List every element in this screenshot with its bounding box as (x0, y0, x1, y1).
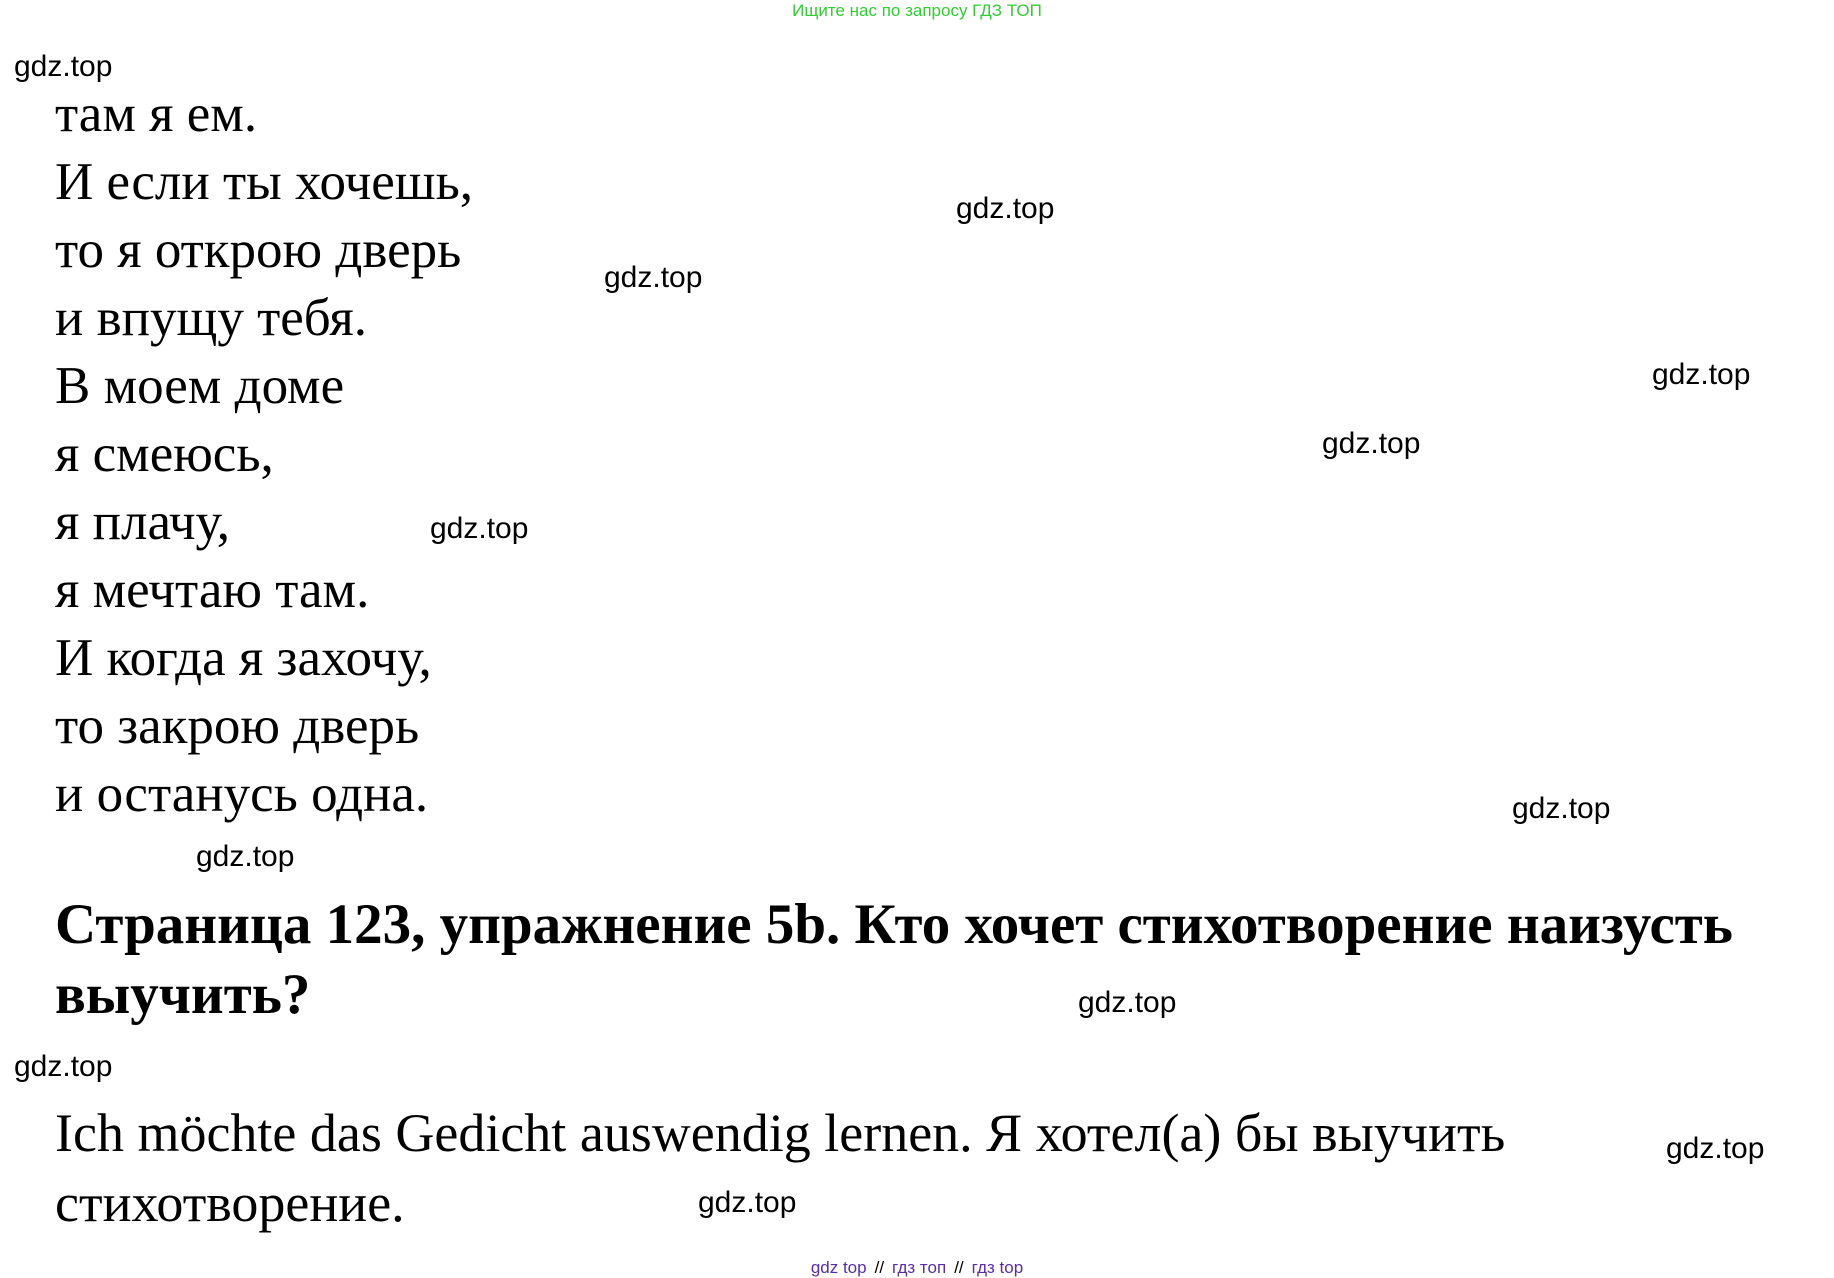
watermark: gdz.top (1652, 358, 1751, 391)
watermark: gdz.top (1512, 792, 1611, 825)
watermark: gdz.top (196, 840, 295, 873)
footer (0, 1258, 1834, 1278)
footer-link[interactable]: гдз топ (892, 1258, 947, 1277)
watermark: gdz.top (430, 512, 529, 545)
poem-line: И когда я захочу, (55, 629, 432, 687)
watermark: gdz.top (14, 1050, 113, 1083)
watermark: gdz.top (956, 192, 1055, 225)
exercise-heading: Страница 123, упражнение 5b. Кто хочет стихотворение наизусть выучить? (55, 893, 1733, 1026)
poem-line: там я ем. (55, 85, 258, 143)
footer-separator: // (874, 1258, 885, 1277)
poem-line: И если ты хочешь, (55, 153, 473, 211)
poem-line: я плачу, (55, 493, 230, 551)
exercise-answer: Ich möchte das Gedicht auswendig lernen. Я хотел(а) бы выучить стихотворение. (55, 1103, 1506, 1233)
poem-line: и впущу тебя. (55, 289, 368, 347)
watermark: gdz.top (1322, 427, 1421, 460)
top-banner: Ищите нас по запросу ГДЗ ТОП (792, 1, 1042, 20)
watermark: gdz.top (698, 1186, 797, 1219)
watermark: gdz.top (604, 261, 703, 294)
poem-line: и останусь одна. (55, 765, 429, 823)
poem-line: я смеюсь, (55, 425, 274, 483)
watermark: gdz.top (1078, 986, 1177, 1019)
poem-line: В моем доме (55, 357, 345, 415)
footer-separator: // (954, 1258, 964, 1277)
footer-link[interactable]: gdz top (810, 1258, 867, 1277)
watermark: gdz.top (1666, 1132, 1765, 1165)
poem-line: то я открою дверь (55, 221, 462, 279)
poem-line: то закрою дверь (55, 697, 420, 755)
poem-line: я мечтаю там. (55, 561, 370, 619)
watermark: gdz.top (14, 50, 113, 83)
footer-link[interactable]: гдз top (971, 1258, 1024, 1277)
poem (55, 80, 473, 828)
